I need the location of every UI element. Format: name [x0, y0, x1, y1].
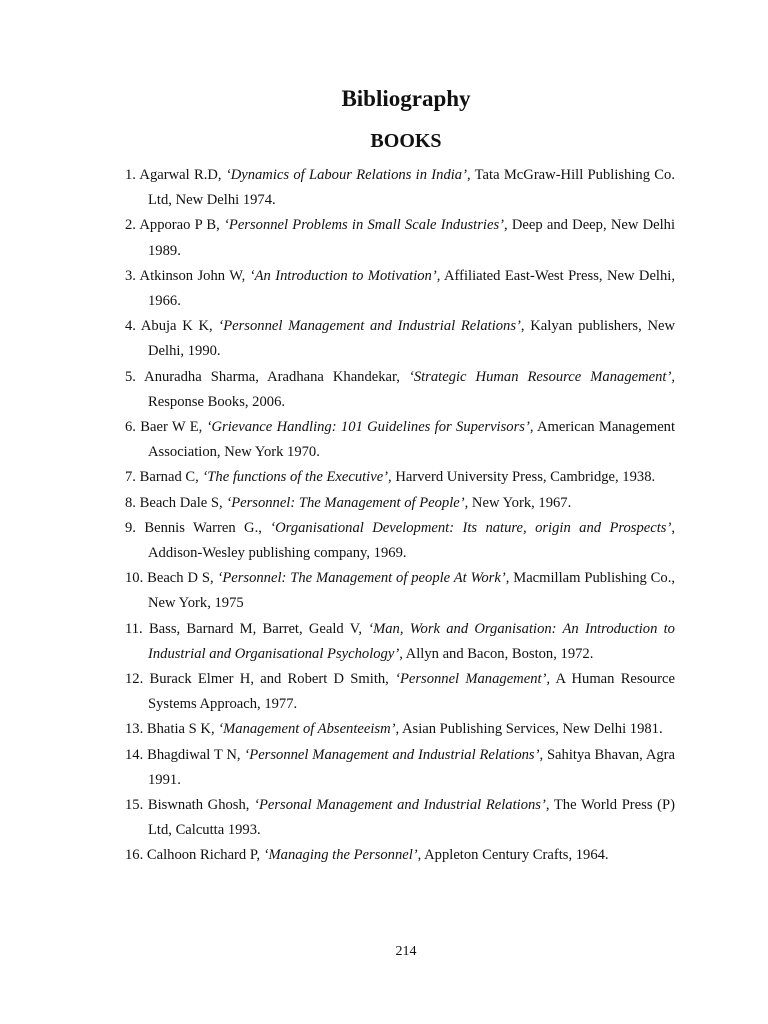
bibliography-list [125, 163, 675, 869]
entry-author: Apporao P B, [135, 217, 225, 234]
entry-number: 8. [125, 494, 136, 511]
entry-publication: , American Management Association, New York 1970. [148, 419, 676, 461]
entry-publication: , Response Books, 2006. [148, 368, 675, 410]
entry-publication: , Appleton Century Crafts, 1964. [417, 847, 609, 864]
entry-author: Baer W E, [135, 419, 207, 436]
entry-title: ‘Personnel: The Management of People’ [226, 494, 465, 511]
entry-author: Anuradha Sharma, Aradhana Khandekar, [135, 368, 409, 385]
entry-number: 16. [125, 847, 144, 864]
bibliography-entry [125, 516, 675, 566]
entry-number: 13. [125, 721, 144, 738]
entry-title: ‘An Introduction to Motivation’ [249, 267, 437, 284]
page-number: 214 [395, 944, 417, 959]
bibliography-entry [125, 717, 675, 742]
entry-title: ‘Management of Absenteeism’ [218, 721, 396, 738]
entry-author: Burack Elmer H, and Robert D Smith, [143, 671, 396, 688]
bibliography-entry [125, 667, 675, 717]
entry-publication: , New York, 1967. [464, 494, 572, 511]
entry-author: Bhagdiwal T N, [143, 746, 245, 763]
entry-publication: , Deep and Deep, New Delhi 1989. [148, 217, 676, 259]
entry-title: ‘Man, Work and Organisation: An Introduction to Industrial and Organisational Psychology’ [148, 620, 675, 662]
entry-title: ‘Personnel Management and Industrial Relations’ [218, 318, 521, 335]
entry-number: 4. [125, 318, 136, 335]
bibliography-entry [125, 843, 675, 868]
bibliography-entry [125, 365, 675, 415]
entry-author: Bhatia S K, [143, 721, 219, 738]
bibliography-entry [125, 793, 675, 843]
bibliography-entry [125, 743, 675, 793]
entry-number: 11. [125, 620, 143, 637]
entry-number: 3. [125, 267, 136, 284]
page-heading: Bibliography [341, 86, 471, 111]
entry-publication: , Harverd University Press, Cambridge, 1938. [388, 469, 656, 486]
entry-title: ‘Personnel: The Management of people At Work’ [217, 570, 506, 587]
entry-publication: , Addison-Wesley publishing company, 1969. [148, 519, 675, 562]
entry-author: Abuja K K, [135, 318, 219, 335]
bibliography-entry [125, 491, 675, 516]
entry-author: Bass, Barnard M, Barret, Geald V, [142, 620, 369, 637]
bibliography-entry [125, 264, 675, 314]
entry-title: ‘Personnel Management’, [395, 671, 551, 688]
entry-number: 15. [125, 797, 144, 814]
bibliography-entry [125, 566, 675, 616]
entry-publication: , Tata McGraw-Hill Publishing Co. Ltd, New Delhi 1974. [148, 167, 675, 209]
bibliography-entry [125, 314, 675, 364]
entry-title: ‘Grievance Handling: 101 Guidelines for Supervisors’ [206, 419, 530, 436]
entry-title: ‘Managing the Personnel’ [263, 847, 418, 864]
entry-number: 1. [125, 167, 136, 183]
entry-number: 14. [125, 746, 144, 763]
entry-number: 10. [125, 570, 144, 587]
bibliography-entry [125, 213, 675, 263]
entry-title: ‘Organisational Development: Its nature, origin and Prospects’ [270, 519, 672, 536]
bibliography-entry [125, 163, 675, 213]
entry-number: 12. [125, 671, 144, 688]
entry-author: Bennis Warren G., [135, 519, 271, 536]
entry-number: 7. [125, 469, 136, 486]
entry-number: 5. [125, 368, 136, 385]
entry-publication: , Allyn and Bacon, Boston, 1972. [399, 645, 594, 662]
bibliography-entry [125, 465, 675, 490]
entry-author: Atkinson John W, [135, 267, 250, 284]
entry-author: Barnad C, [135, 469, 203, 486]
entry-title: ‘Personnel Management and Industrial Relations’ [244, 746, 540, 763]
bibliography-entry [125, 415, 675, 465]
entry-publication: , Affiliated East-West Press, New Delhi, 1966. [148, 267, 675, 310]
entry-title: ‘Personal Management and Industrial Relations’ [254, 797, 546, 814]
section-heading: BOOKS [370, 130, 442, 152]
entry-author: Agarwal R.D, [135, 167, 226, 183]
entry-publication: A Human Resource Systems Approach, 1977. [148, 671, 675, 713]
entry-author: Biswnath Ghosh, [143, 797, 255, 814]
entry-publication: , Macmillam Publishing Co., New York, 1975 [148, 570, 675, 612]
entry-author: Calhoon Richard P, [143, 847, 264, 864]
entry-number: 9. [125, 519, 136, 536]
entry-publication: , Kalyan publishers, New Delhi, 1990. [148, 318, 676, 360]
entry-title: ‘Dynamics of Labour Relations in India’ [225, 167, 467, 183]
entry-number: 2. [125, 217, 136, 234]
bibliography-entry [125, 617, 675, 667]
entry-title: ‘Personnel Problems in Small Scale Industries’ [224, 217, 504, 234]
entry-author: Beach Dale S, [135, 494, 227, 511]
entry-publication: , Asian Publishing Services, New Delhi 1981. [395, 721, 663, 738]
entry-author: Beach D S, [143, 570, 218, 587]
entry-title: ‘The functions of the Executive’ [202, 469, 389, 486]
entry-number: 6. [125, 419, 136, 436]
entry-publication: , The World Press (P) Ltd, Calcutta 1993. [148, 797, 675, 839]
entry-publication: , Sahitya Bhavan, Agra 1991. [148, 746, 675, 788]
entry-title: ‘Strategic Human Resource Management’ [408, 368, 672, 385]
